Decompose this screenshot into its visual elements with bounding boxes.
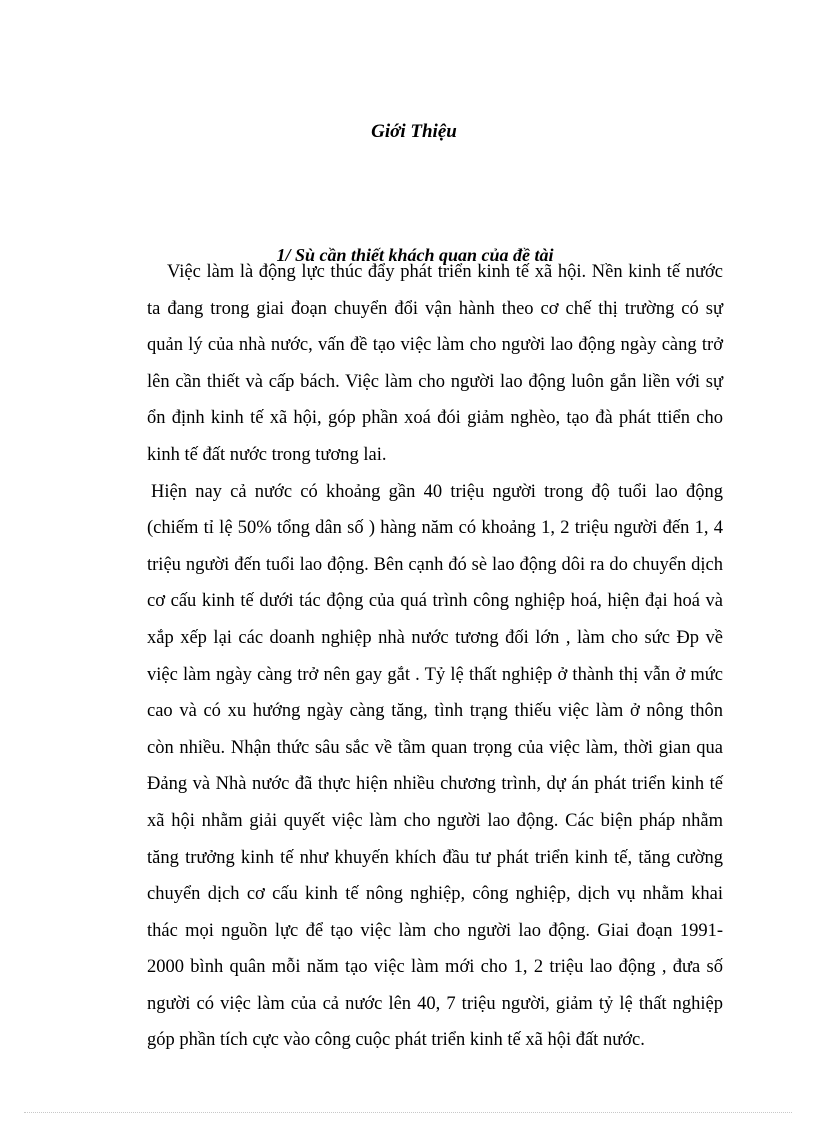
page-bottom-divider (24, 1112, 792, 1113)
document-title: Giới Thiệu (371, 121, 457, 142)
paragraph-1: Việc làm là động lực thúc đẩy phát triển kinh tế xã hội. Nền kinh tế nước ta đang trong giai đoạn chuyển đổi vận hành theo cơ chế thị trường có sự quản lý của nhà nước, vấn đề tạo việc làm cho người lao động ngày càng trở lên cần thiết và cấp bách. Việc làm cho người lao động luôn gắn liền với sự ổn định kinh tế xã hội, góp phần xoá đói giảm nghèo, tạo đà phát ttiển cho kinh tế đất nước trong tương lai. (147, 262, 723, 465)
paragraph-2: Hiện nay cả nước có khoảng gần 40 triệu người trong độ tuổi lao động (chiếm tỉ lệ 50% tổng dân số ) hàng năm có khoảng 1, 2 triệu người đến 1, 4 triệu người đến tuổi lao động. Bên cạnh đó sè lao động dôi ra do chuyển dịch cơ cấu kinh tế dưới tác động của quá trình công nghiệp hoá, hiện đại hoá và xắp xếp lại các doanh nghiệp nhà nước tương đối lớn , làm cho sức Đp về việc làm ngày càng trở nên gay gắt . Tỷ lệ thất nghiệp ở thành thị vẫn ở mức cao và có xu hướng ngày càng tăng, tình trạng thiếu việc làm ở nông thôn còn nhiều. Nhận thức sâu sắc về tầm quan trọng của việc làm, thời gian qua Đảng và Nhà nước đã thực hiện nhiều chương trình, dự án phát triển kinh tế xã hội nhằm giải quyết việc làm cho người lao động. Các biện pháp nhằm tăng trưởng kinh tế như khuyến khích đầu tư phát triển kinh tế, tăng cường chuyển dịch cơ cấu kinh tế nông nghiệp, công nghiệp, dịch vụ nhằm khai thác mọi nguồn lực để tạo việc làm cho người lao động. Giai đoạn 1991- 2000 bình quân mỗi năm tạo việc làm mới cho 1, 2 triệu lao động , đưa số người có việc làm của cả nước lên 40, 7 triệu người, giảm tỷ lệ thất nghiệp góp phần tích cực vào công cuộc phát triển kinh tế xã hội đất nước. (147, 481, 723, 1051)
document-body (147, 254, 723, 1059)
section-heading: 1/ Sù cần thiết khách quan của đề tài (276, 245, 554, 265)
